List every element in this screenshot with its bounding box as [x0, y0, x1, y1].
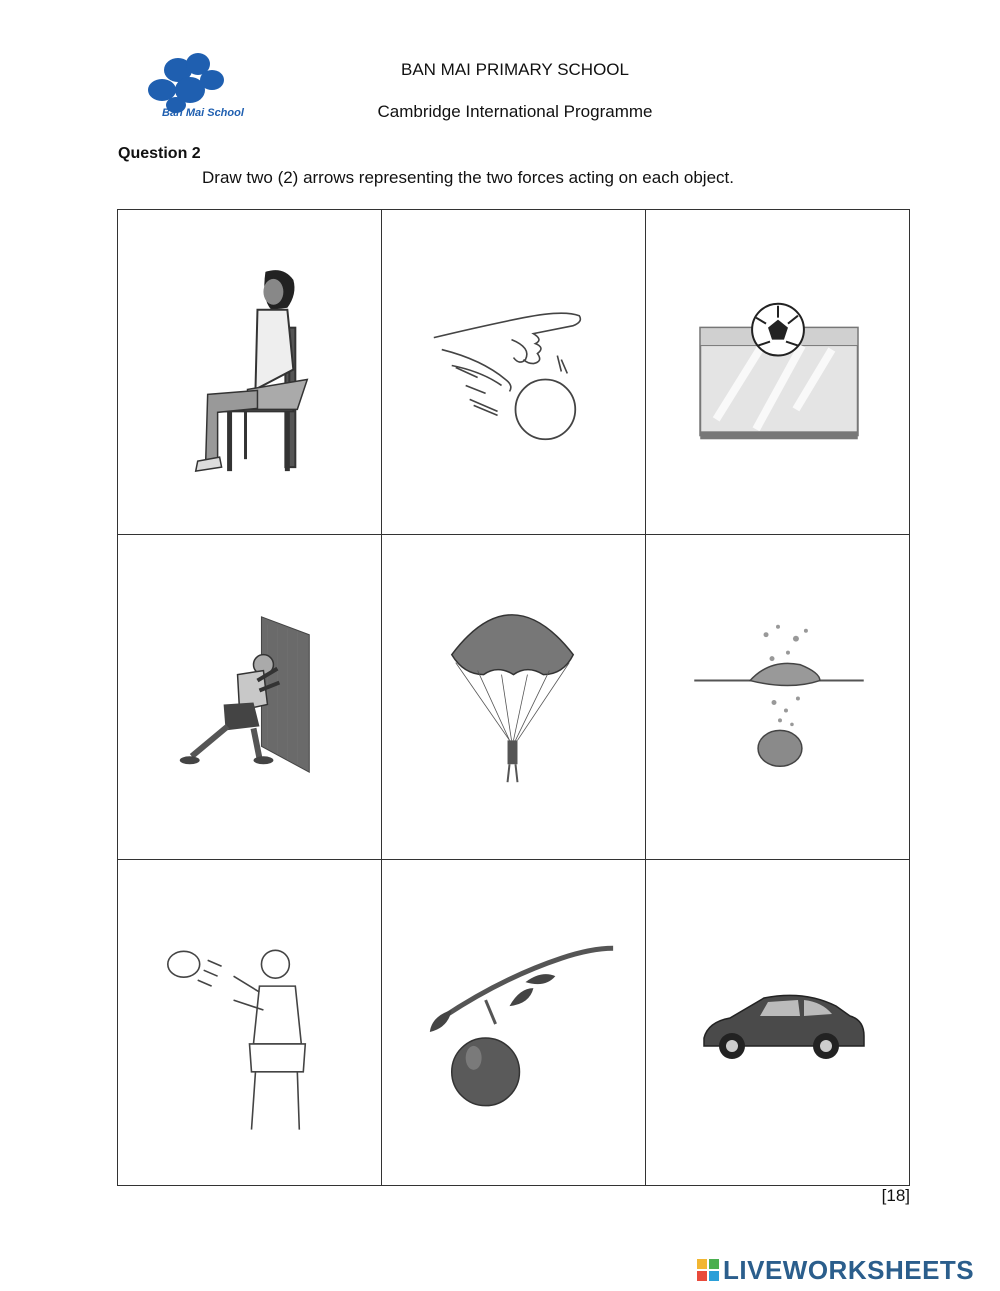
liveworksheets-brand[interactable]: [697, 1255, 974, 1285]
logo-text: Ban Mai School: [162, 107, 244, 119]
grid-cell-6[interactable]: [646, 535, 909, 860]
parachutist-icon: [382, 535, 645, 859]
grid-cell-5[interactable]: [382, 535, 646, 860]
apple-on-branch-icon: [382, 860, 645, 1185]
grid-cell-9[interactable]: [646, 860, 909, 1185]
brand-text: LIVEWORKSHEETS: [723, 1254, 975, 1285]
grid-cell-4[interactable]: [118, 535, 382, 860]
boy-catching-ball-icon: [118, 860, 381, 1185]
boy-pushing-wall-icon: [118, 535, 381, 859]
sitting-woman-icon: [118, 210, 381, 534]
school-logo: [140, 50, 280, 125]
ball-on-glass-table-icon: [646, 210, 909, 534]
question-title: Question 2: [118, 145, 201, 162]
grid-cell-8[interactable]: [382, 860, 646, 1185]
picture-grid: [117, 209, 910, 1186]
hand-dropping-ball-icon: [382, 210, 645, 534]
grid-cell-1[interactable]: [118, 210, 382, 535]
car-icon: [646, 860, 909, 1185]
question-instruction: Draw two (2) arrows representing the two forces acting on each object.: [202, 168, 734, 187]
grid-cell-2[interactable]: [382, 210, 646, 535]
total-marks: [18]: [881, 1186, 910, 1205]
grid-cell-7[interactable]: [118, 860, 382, 1185]
programme-name: Cambridge International Programme: [377, 102, 653, 121]
grid-cell-3[interactable]: [646, 210, 909, 535]
stone-sinking-in-water-icon: [646, 535, 909, 859]
school-name: BAN MAI PRIMARY SCHOOL: [401, 60, 629, 79]
brand-logo-icon: [697, 1259, 719, 1281]
